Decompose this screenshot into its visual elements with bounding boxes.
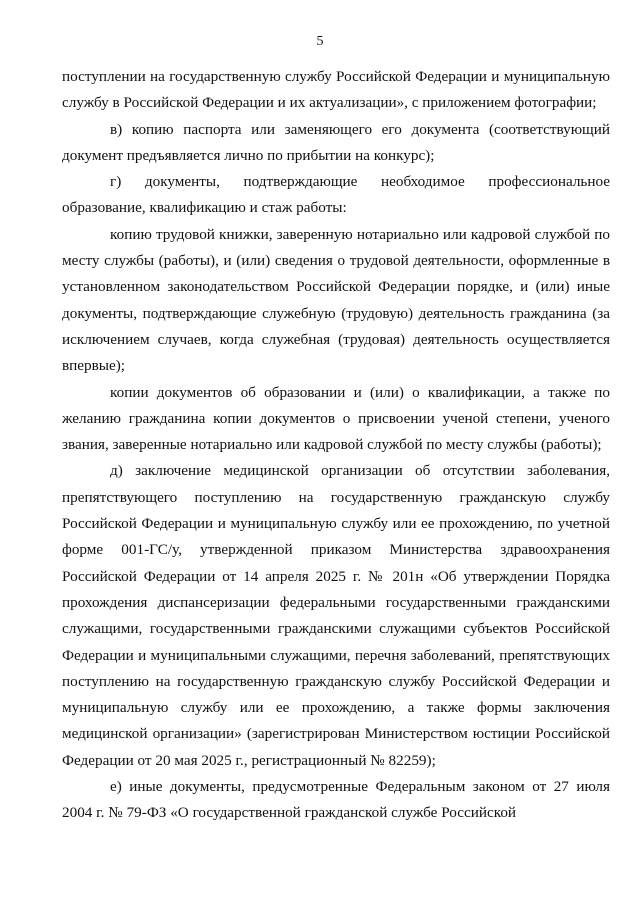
- paragraph-education-documents: копии документов об образовании и (или) о квалификации, а также по желанию гражданина копии документов о присвоении ученой степени, ученого звания, заверенные нотариально или кадровой службой по месту службы (работы);: [62, 383, 610, 454]
- paragraph-work-book: копию трудовой книжки, заверенную нотариально или кадровой службой по месту службы (работы), и (или) сведения о трудовой деятельности, оформленные в установленном законодательством Российской Федерации порядке, и (или) иные документы, подтверждающие служебную (трудовую) деятельность гражданина (за исключением случаев, когда служебная (трудовая) деятельность осуществляется впервые);: [62, 225, 610, 375]
- paragraph-item-d: д) заключение медицинской организации об отсутствии заболевания, препятствующего поступлению на государственную гражданскую службу Российской Федерации и муниципальную службу или ее прохождению, по учетной форме 001-ГС/у, утвержденной приказом Министерства здравоохранения Российской Федерации от 14 апреля 2025 г. № 201н «Об утверждении Порядка прохождения диспансеризации федеральными государственными гражданскими служащими, государственными гражданскими служащими субъектов Российской Федерации и муниципальными служащими, перечня заболеваний, препятствующих поступлению на государственную гражданскую службу Российской Федерации и муниципальную службу или ее прохождению, а также формы заключения медицинской организации» (зарегистрирован Министерством юстиции Российской Федерации от 20 мая 2025 г., регистрационный № 82259);: [62, 462, 610, 769]
- paragraph-item-v: в) копию паспорта или заменяющего его документа (соответствующий документ предъявляется лично по прибытии на конкурс);: [62, 120, 610, 164]
- paragraph-item-g: г) документы, подтверждающие необходимое профессиональное образование, квалификацию и стаж работы:: [62, 173, 610, 217]
- page-number: 5: [316, 34, 324, 49]
- document-body: [62, 64, 610, 827]
- paragraph-item-e: е) иные документы, предусмотренные Федеральным законом от 27 июля 2004 г. № 79-ФЗ «О государственной гражданской службе Российской: [62, 778, 610, 822]
- paragraph-continuation: поступлении на государственную службу Российской Федерации и муниципальную службу в Российской Федерации и их актуализации», с приложением фотографии;: [62, 68, 610, 112]
